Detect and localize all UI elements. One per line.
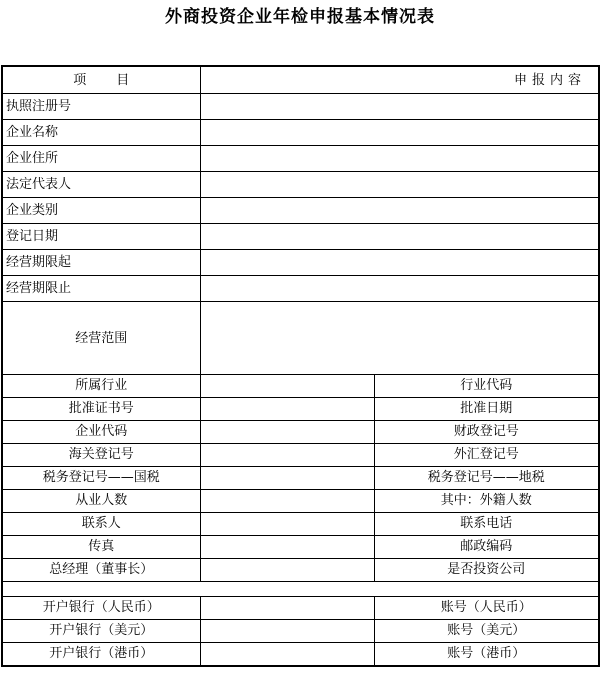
pair-left-value[interactable]: [200, 513, 374, 536]
pair-row: [2, 444, 599, 467]
pair-right-label: 财政登记号: [374, 421, 599, 444]
bank-row: [2, 597, 599, 620]
pair-row: [2, 513, 599, 536]
pair-left-value[interactable]: [200, 559, 374, 582]
basic-row: [2, 94, 599, 120]
pair-left-label: 海关登记号: [2, 444, 200, 467]
pair-left-value[interactable]: [200, 490, 374, 513]
scope-value-cell[interactable]: [200, 302, 599, 375]
scope-row: [2, 302, 599, 375]
pair-row: [2, 559, 599, 582]
pair-left-label: 传真: [2, 536, 200, 559]
form-title: 外商投资企业年检申报基本情况表: [165, 7, 435, 27]
pair-row: [2, 375, 599, 398]
basic-value-cell[interactable]: [200, 94, 599, 120]
bank-left-value[interactable]: [200, 643, 374, 667]
basic-value-cell[interactable]: [200, 146, 599, 172]
basic-value-cell[interactable]: [200, 120, 599, 146]
pair-left-value[interactable]: [200, 444, 374, 467]
bank-right-label: 账号（人民币）: [374, 597, 599, 620]
pair-row: [2, 398, 599, 421]
pair-right-label: 行业代码: [374, 375, 599, 398]
pair-left-label: 所属行业: [2, 375, 200, 398]
basic-value-cell[interactable]: [200, 198, 599, 224]
pair-right-label: 税务登记号——地税: [374, 467, 599, 490]
basic-row: [2, 224, 599, 250]
bank-right-label: 账号（美元）: [374, 620, 599, 643]
pair-left-label: 联系人: [2, 513, 200, 536]
basic-row: [2, 250, 599, 276]
pair-right-label: 批准日期: [374, 398, 599, 421]
pair-right-label: 其中：外籍人数: [374, 490, 599, 513]
basic-row: [2, 120, 599, 146]
bank-row: [2, 643, 599, 667]
bank-left-value[interactable]: [200, 597, 374, 620]
pair-row: [2, 421, 599, 444]
pair-left-value[interactable]: [200, 467, 374, 490]
pair-left-value[interactable]: [200, 536, 374, 559]
bank-left-label: 开户银行（港币）: [2, 643, 200, 667]
basic-label: 经营期限止: [2, 276, 200, 302]
basic-label: 法定代表人: [2, 172, 200, 198]
pair-row: [2, 490, 599, 513]
bank-left-value[interactable]: [200, 620, 374, 643]
separator-cell: [2, 582, 599, 597]
basic-row: [2, 198, 599, 224]
bank-left-label: 开户银行（美元）: [2, 620, 200, 643]
pair-left-label: 从业人数: [2, 490, 200, 513]
header-item: 项目: [2, 66, 200, 94]
pair-left-label: 税务登记号——国税: [2, 467, 200, 490]
basic-label: 登记日期: [2, 224, 200, 250]
basic-value-cell[interactable]: [200, 172, 599, 198]
basic-label: 经营期限起: [2, 250, 200, 276]
basic-row: [2, 146, 599, 172]
pair-left-label: 总经理（董事长）: [2, 559, 200, 582]
bank-left-label: 开户银行（人民币）: [2, 597, 200, 620]
separator-row: [2, 582, 599, 597]
pair-left-value[interactable]: [200, 375, 374, 398]
basic-row: [2, 172, 599, 198]
header-row: [2, 66, 599, 94]
pair-row: [2, 536, 599, 559]
scope-label: 经营范围: [2, 302, 200, 375]
basic-label: 企业类别: [2, 198, 200, 224]
pair-right-label: 邮政编码: [374, 536, 599, 559]
bank-row: [2, 620, 599, 643]
basic-label: 企业名称: [2, 120, 200, 146]
bank-right-label: 账号（港币）: [374, 643, 599, 667]
basic-value-cell[interactable]: [200, 224, 599, 250]
pair-left-label: 批准证书号: [2, 398, 200, 421]
pair-right-label: 联系电话: [374, 513, 599, 536]
basic-label: 执照注册号: [2, 94, 200, 120]
pair-right-label: 是否投资公司: [374, 559, 599, 582]
pair-row: [2, 467, 599, 490]
basic-row: [2, 276, 599, 302]
pair-left-value[interactable]: [200, 398, 374, 421]
header-content: 申报内容: [200, 66, 599, 94]
basic-value-cell[interactable]: [200, 250, 599, 276]
basic-value-cell[interactable]: [200, 276, 599, 302]
pair-right-label: 外汇登记号: [374, 444, 599, 467]
pair-left-value[interactable]: [200, 421, 374, 444]
pair-left-label: 企业代码: [2, 421, 200, 444]
form-table: [1, 65, 600, 667]
basic-label: 企业住所: [2, 146, 200, 172]
